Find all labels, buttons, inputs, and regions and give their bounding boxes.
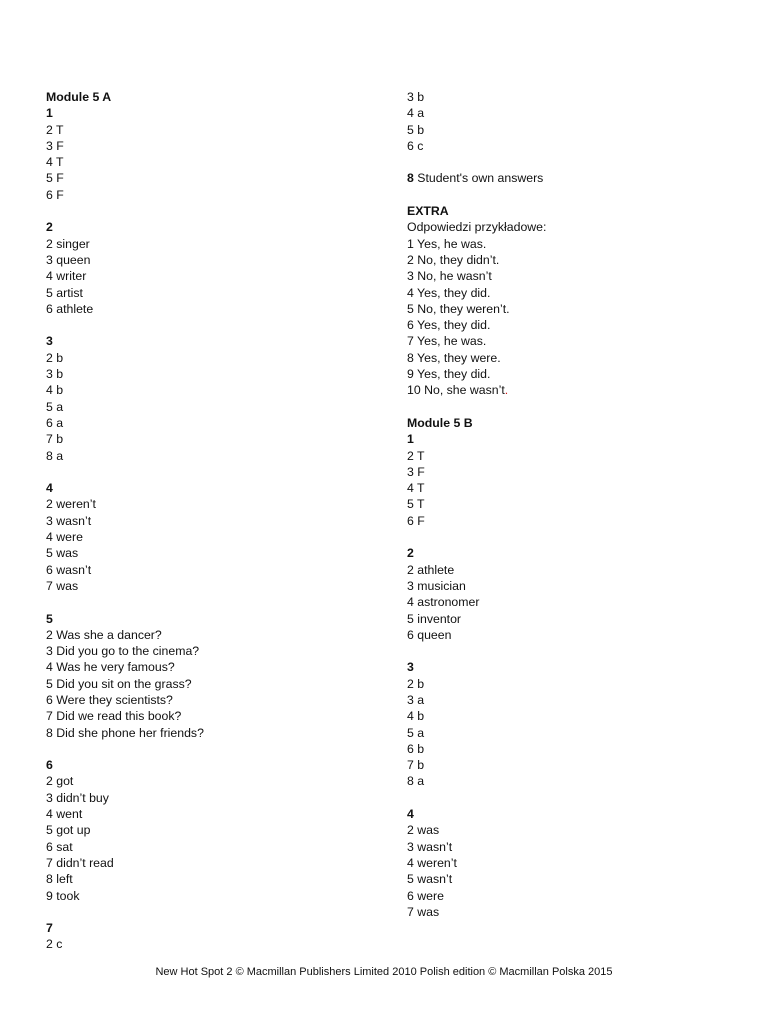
- line-text: 3 b: [46, 367, 64, 382]
- answer-line: [46, 170, 366, 186]
- line-text: 3 didn’t buy: [46, 790, 109, 805]
- line-text: 2 T: [407, 448, 425, 463]
- section-heading: [46, 480, 366, 496]
- line-text: 1: [407, 432, 414, 447]
- line-text: 2 Was she a dancer?: [46, 627, 162, 642]
- blank-line: [407, 154, 727, 170]
- answer-line: [407, 871, 727, 887]
- answer-line: [46, 138, 366, 154]
- line-text: 2 got: [46, 774, 74, 789]
- answer-line: [46, 529, 366, 545]
- line-text: 2 weren’t: [46, 497, 96, 512]
- answer-line: [407, 448, 727, 464]
- line-text: 4 astronomer: [407, 595, 480, 610]
- line-text: 5 got up: [46, 823, 91, 838]
- blank-line: [46, 317, 366, 333]
- answer-line: [407, 366, 727, 382]
- line-text: 3 F: [46, 138, 64, 153]
- blank-line: [46, 741, 366, 757]
- answer-line: [407, 676, 727, 692]
- answer-line: [46, 839, 366, 855]
- line-text: 7 Did we read this book?: [46, 709, 182, 724]
- section-heading: [46, 89, 366, 105]
- line-text: 2 T: [46, 122, 64, 137]
- line-text: 5 F: [46, 171, 64, 186]
- answer-line: [46, 187, 366, 203]
- section-heading: [407, 203, 727, 219]
- answer-line: [407, 138, 727, 154]
- line-text: 2 c: [46, 937, 63, 952]
- line-text: 7 was: [46, 578, 79, 593]
- section-heading: [46, 757, 366, 773]
- answer-line: [407, 594, 727, 610]
- line-text: 10 No, she wasn’t: [407, 383, 505, 398]
- answer-line: [46, 643, 366, 659]
- line-text: 3 queen: [46, 252, 91, 267]
- line-text: 6 Were they scientists?: [46, 692, 173, 707]
- line-text: 7 Yes, he was.: [407, 334, 487, 349]
- line-text: Module 5 A: [46, 90, 112, 104]
- answer-line: [46, 725, 366, 741]
- line-text: 8 a: [46, 448, 64, 463]
- line-text: 6 athlete: [46, 301, 94, 316]
- answer-line: [46, 806, 366, 822]
- answer-line: [407, 317, 727, 333]
- line-text: EXTRA: [407, 204, 449, 219]
- answer-line: [46, 268, 366, 284]
- answer-key-right-column: [407, 89, 727, 920]
- line-text: 5 inventor: [407, 611, 462, 626]
- line-text: 3 wasn’t: [46, 513, 92, 528]
- answer-line: [407, 708, 727, 724]
- line-text: 6 were: [407, 888, 444, 903]
- line-text: 6 b: [407, 741, 425, 756]
- answer-line: [46, 627, 366, 643]
- answer-line: [46, 822, 366, 838]
- answer-line: [46, 496, 366, 512]
- line-text: 7 b: [407, 758, 425, 773]
- answer-line: [407, 268, 727, 284]
- answer-line: [46, 855, 366, 871]
- answer-line: [46, 513, 366, 529]
- line-text: 6 F: [46, 187, 64, 202]
- line-text: 5 b: [407, 122, 425, 137]
- line-text: 4 a: [407, 106, 425, 121]
- line-text: 6 F: [407, 513, 425, 528]
- answer-line: [407, 513, 727, 529]
- line-text: 3 wasn’t: [407, 839, 453, 854]
- line-text: 4 went: [46, 807, 83, 822]
- answer-line: [407, 496, 727, 512]
- blank-line: [407, 187, 727, 203]
- answer-line: [46, 154, 366, 170]
- answer-line: [407, 480, 727, 496]
- line-text: 2 b: [407, 676, 425, 691]
- line-text: 2: [407, 546, 414, 561]
- line-text: 6 wasn’t: [46, 562, 92, 577]
- answer-line: [407, 105, 727, 121]
- line-text: 2 singer: [46, 236, 90, 251]
- answer-line: [407, 122, 727, 138]
- line-text: 4 weren’t: [407, 855, 457, 870]
- answer-line: [46, 562, 366, 578]
- blank-line: [46, 594, 366, 610]
- answer-line: [46, 708, 366, 724]
- answer-line: [46, 692, 366, 708]
- blank-line: [407, 399, 727, 415]
- answer-line: [407, 839, 727, 855]
- answer-line: [46, 415, 366, 431]
- answer-line: [407, 725, 727, 741]
- line-text: 3 No, he wasn’t: [407, 269, 492, 284]
- answer-line: [407, 757, 727, 773]
- answer-line: [46, 936, 366, 952]
- line-text: 3 a: [407, 692, 425, 707]
- answer-line: [407, 822, 727, 838]
- answer-line: [407, 382, 727, 398]
- section-heading: [407, 431, 727, 447]
- answer-line: [407, 611, 727, 627]
- line-text: 5 a: [46, 399, 64, 414]
- answer-line: [407, 252, 727, 268]
- line-text: 5 artist: [46, 285, 83, 300]
- answer-line: [407, 741, 727, 757]
- blank-line: [46, 464, 366, 480]
- line-text: 9 took: [46, 888, 80, 903]
- answer-line: [407, 170, 727, 186]
- answer-line: [407, 627, 727, 643]
- line-text: 3 b: [407, 90, 425, 104]
- answer-line: [46, 252, 366, 268]
- line-text: 2 b: [46, 350, 64, 365]
- line-text: 4 were: [46, 530, 83, 545]
- line-text: 3: [407, 660, 414, 675]
- line-text: 4 writer: [46, 269, 87, 284]
- answer-line: [46, 399, 366, 415]
- section-heading: [46, 333, 366, 349]
- line-text: Odpowiedzi przykładowe:: [407, 220, 547, 235]
- line-text: 5 No, they weren’t.: [407, 301, 510, 316]
- line-text: 7 b: [46, 432, 64, 447]
- blank-line: [46, 203, 366, 219]
- line-text: Student's own answers: [413, 171, 544, 186]
- answer-line: [46, 888, 366, 904]
- answer-line: [407, 888, 727, 904]
- line-text: 5: [46, 611, 53, 626]
- line-text: 4 b: [407, 709, 425, 724]
- line-text: 9 Yes, they did.: [407, 367, 491, 382]
- answer-line: [407, 578, 727, 594]
- section-heading: [46, 219, 366, 235]
- line-text: 7: [46, 921, 53, 936]
- answer-line: [407, 219, 727, 235]
- line-text: 8 a: [407, 774, 425, 789]
- line-text: 4 b: [46, 383, 64, 398]
- answer-line: [46, 790, 366, 806]
- section-heading: [407, 659, 727, 675]
- line-text: 3 F: [407, 464, 425, 479]
- line-text: 7 didn’t read: [46, 855, 114, 870]
- line-text: 6 sat: [46, 839, 73, 854]
- answer-line: [46, 659, 366, 675]
- line-text: 4: [407, 807, 414, 822]
- answer-line: [46, 301, 366, 317]
- line-text: 8 Did she phone her friends?: [46, 725, 204, 740]
- answer-line: [407, 692, 727, 708]
- answer-key-left-column: [46, 89, 366, 953]
- answer-line: [46, 578, 366, 594]
- answer-line: [46, 773, 366, 789]
- line-text: 3 Did you go to the cinema?: [46, 644, 200, 659]
- answer-line: [407, 350, 727, 366]
- section-heading: [46, 920, 366, 936]
- answer-line: [46, 448, 366, 464]
- line-text: 1: [46, 106, 53, 121]
- line-text: 4 Was he very famous?: [46, 660, 175, 675]
- answer-line: [46, 236, 366, 252]
- answer-line: [46, 545, 366, 561]
- line-text: 6 Yes, they did.: [407, 318, 491, 333]
- line-text: 8 Yes, they were.: [407, 350, 501, 365]
- section-heading: [46, 611, 366, 627]
- blank-line: [407, 529, 727, 545]
- section-heading: [407, 415, 727, 431]
- line-text: 4: [46, 481, 53, 496]
- answer-line: [46, 431, 366, 447]
- blank-line: [407, 790, 727, 806]
- line-text: 8 left: [46, 872, 73, 887]
- exercise-number: 8: [407, 171, 414, 186]
- answer-line: [407, 464, 727, 480]
- line-text: 2 was: [407, 823, 440, 838]
- line-text: 4 T: [46, 155, 64, 170]
- line-text: 5 was: [46, 546, 79, 561]
- answer-line: [46, 285, 366, 301]
- line-text: 3 musician: [407, 578, 466, 593]
- answer-line: [46, 382, 366, 398]
- answer-line: [46, 350, 366, 366]
- section-heading: [46, 105, 366, 121]
- answer-line: [46, 122, 366, 138]
- answer-line: [407, 236, 727, 252]
- line-text: 6 queen: [407, 627, 452, 642]
- blank-line: [407, 643, 727, 659]
- line-suffix: .: [504, 383, 509, 398]
- answer-line: [407, 89, 727, 105]
- answer-line: [407, 855, 727, 871]
- line-text: 5 Did you sit on the grass?: [46, 676, 192, 691]
- blank-line: [46, 904, 366, 920]
- answer-line: [407, 301, 727, 317]
- answer-line: [407, 773, 727, 789]
- line-text: 5 T: [407, 497, 425, 512]
- line-text: 7 was: [407, 904, 440, 919]
- line-text: 4 Yes, they did.: [407, 285, 491, 300]
- line-text: 2 athlete: [407, 562, 455, 577]
- line-text: 2: [46, 220, 53, 235]
- answer-line: [407, 285, 727, 301]
- line-text: Module 5 B: [407, 415, 473, 430]
- line-text: 1 Yes, he was.: [407, 236, 487, 251]
- section-heading: [407, 545, 727, 561]
- line-text: 4 T: [407, 481, 425, 496]
- section-heading: [407, 806, 727, 822]
- line-text: 5 wasn’t: [407, 872, 453, 887]
- line-text: 2 No, they didn’t.: [407, 252, 500, 267]
- line-text: 6 c: [407, 138, 424, 153]
- line-text: 5 a: [407, 725, 425, 740]
- line-text: 6 a: [46, 415, 64, 430]
- answer-line: [46, 871, 366, 887]
- answer-line: [407, 904, 727, 920]
- line-text: 6: [46, 758, 53, 773]
- line-text: 3: [46, 334, 53, 349]
- copyright-footer: New Hot Spot 2 © Macmillan Publishers Limited 2010 Polish edition © Macmillan Polska 2015: [155, 966, 613, 978]
- answer-line: [407, 333, 727, 349]
- answer-line: [407, 562, 727, 578]
- answer-line: [46, 366, 366, 382]
- answer-line: [46, 676, 366, 692]
